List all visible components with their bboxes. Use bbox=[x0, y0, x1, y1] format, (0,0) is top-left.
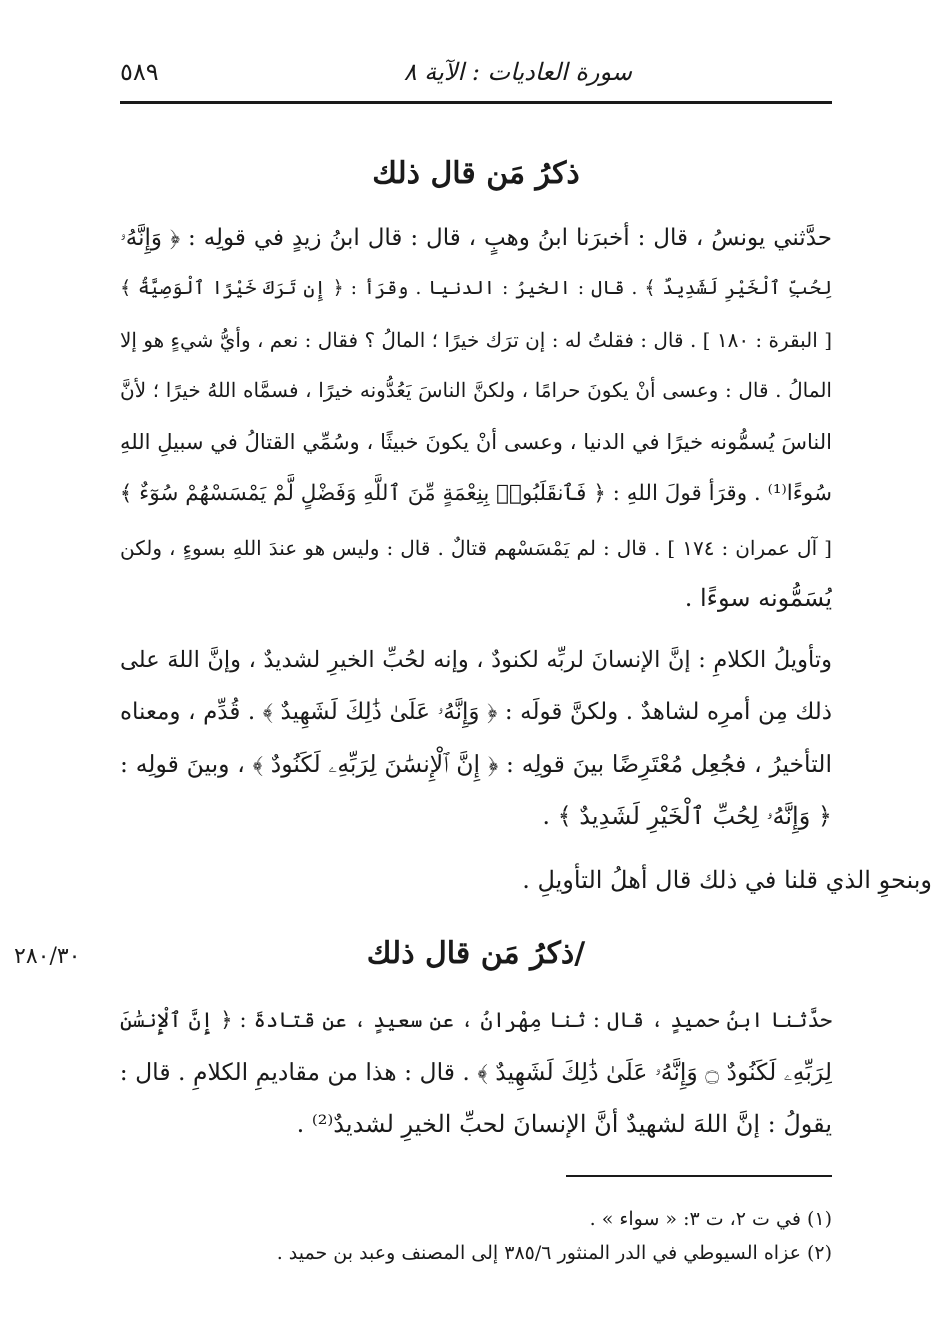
header-rule bbox=[120, 101, 832, 104]
margin-reference: ٢٨٠/٣٠ bbox=[14, 944, 81, 969]
text-line: ذلك مِن أمرِه لشاهدٌ . ولكنَّ قولَه : ﴿ وَإِنَّهُۥ عَلَىٰ ذَٰلِكَ لَشَهِيدٌ ﴾ . قُدِّم ، ومعناه bbox=[120, 699, 832, 725]
text-line: سُوءًا⁽¹⁾ . وقرَأ قولَ اللهِ : ﴿ فَٱنقَلَبُوا۟ بِنِعْمَةٍ مِّنَ ٱللَّهِ وَفَضْلٍ لَّمْ يَمْسَسْهُمْ سُوٓءٌ ﴾ bbox=[120, 481, 832, 506]
text-line: لِرَبِّهِۦ لَكَنُودٌ ۝ وَإِنَّهُۥ عَلَىٰ ذَٰلِكَ لَشَهِيدٌ ﴾ . قال : هذا من مقاديمِ الكلامِ . قال : bbox=[120, 1058, 832, 1086]
text-line: وبنحوِ الذي قلنا في ذلك قال أهلُ التأويلِ . bbox=[522, 866, 932, 894]
page-header bbox=[120, 54, 832, 94]
text-line: التأخيرُ ، فجُعِل مُعْتَرِضًا بينَ قولِه : ﴿ إِنَّ ٱلْإِنسَٰنَ لِرَبِّهِۦ لَكَنُودٌ ﴾ ، وبينَ قولِه : bbox=[120, 750, 832, 778]
section-heading-2: /ذكرُ مَن قال ذلك bbox=[366, 936, 586, 971]
text-line: حدَّثنا ابنُ حميدٍ ، قال : ثنا مِهْرانُ ، عن سعيدٍ ، عن قتادةَ : ﴿ إِنَّ ٱلْإِنسَٰنَ bbox=[120, 1008, 832, 1032]
footnote-rule bbox=[566, 1175, 832, 1177]
footnote: (٢) عزاه السيوطي في الدر المنثور ٣٨٥/٦ إلى المصنف وعبد بن حميد . bbox=[276, 1242, 832, 1264]
text-line: [ البقرة : ١٨٠ ] . قال : فقلتُ له : إن ترَك خيرًا ؛ المالُ ؟ فقال : نعم ، وأيُّ شيءٍ هو إلا bbox=[120, 328, 832, 352]
running-title: سورة العاديات : الآية ٨ bbox=[403, 58, 632, 86]
footnote: (١) في ت ٢، ت ٣: « سواء » . bbox=[589, 1208, 832, 1230]
section-heading-1: ذكرُ مَن قال ذلك bbox=[372, 156, 580, 191]
text-line: يقولُ : إنَّ اللهَ لشهيدٌ أنَّ الإنسانَ لحبِّ الخيرِ لشديدٌ⁽²⁾ . bbox=[296, 1110, 832, 1138]
page-number: ٥٨٩ bbox=[120, 58, 159, 86]
text-line: ﴿ وَإِنَّهُۥ لِحُبِّ ٱلْخَيْرِ لَشَدِيدٌ ﴾ . bbox=[542, 802, 832, 830]
text-line: يُسَمُّونه سوءًا . bbox=[684, 584, 832, 612]
text-line: حدَّثني يونسُ ، قال : أخبرَنا ابنُ وهبٍ ، قال : قال ابنُ زيدٍ في قولِه : ﴿ وَإِنَّهُۥ bbox=[120, 225, 832, 251]
text-line: المالُ . قال : وعسى أنْ يكونَ حرامًا ، ولكنَّ الناسَ يَعُدُّونه خيرًا ، فسمَّاه اللهُ خيرًا ؛ لأنَّ bbox=[120, 378, 832, 402]
text-line: الناسَ يُسمُّونه خيرًا في الدنيا ، وعسى أنْ يكونَ خبيثًا ، وسُمِّي القتالُ في سبيلِ اللهِ bbox=[120, 430, 832, 454]
text-line: وتأويلُ الكلامِ : إنَّ الإنسانَ لربِّه لكنودٌ ، وإنه لحُبِّ الخيرِ لشديدٌ ، وإنَّ اللهَ على bbox=[120, 647, 832, 673]
text-line: لِحُبِّ ٱلْخَيْرِ لَشَدِيدٌ ﴾ . قال : الخيرُ : الدنيا . وقرَأ : ﴿ إِن تَرَكَ خَيْرًا ٱلْوَصِيَّةُ ﴾ bbox=[120, 277, 832, 299]
text-line: [ آل عمران : ١٧٤ ] . قال : لم يَمْسَسْهم قتالٌ . قال : وليس هو عندَ اللهِ بسوءٍ ، ولكن bbox=[120, 536, 832, 560]
